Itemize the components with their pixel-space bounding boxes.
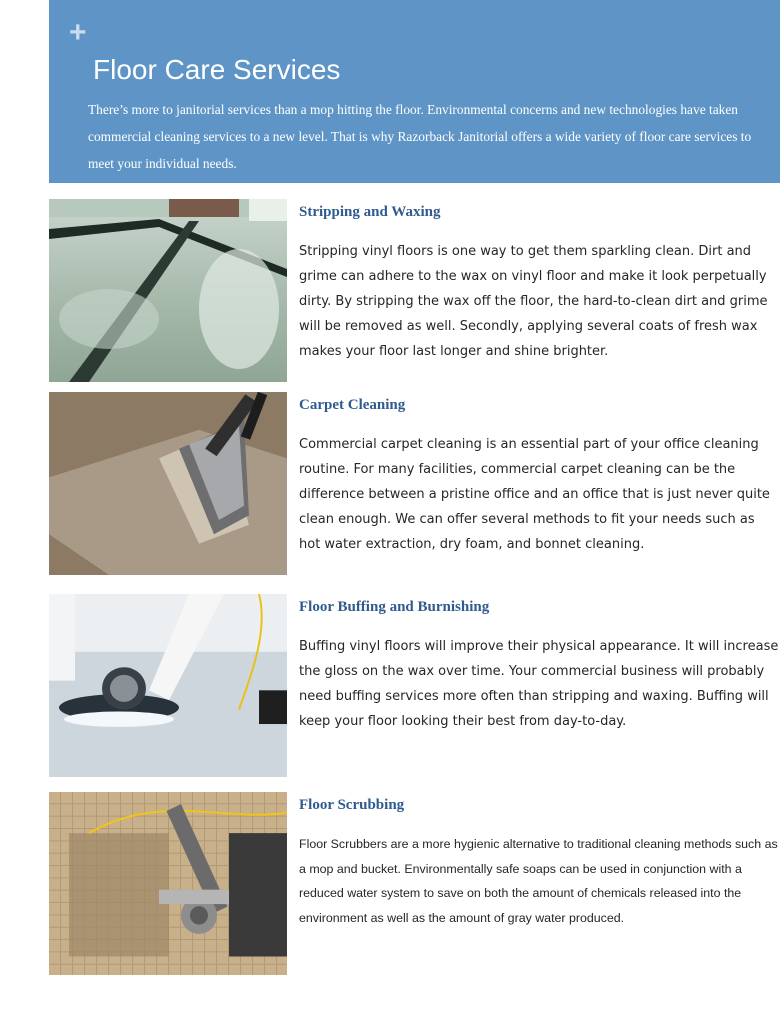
- header-banner: [49, 0, 780, 183]
- service-stripping-waxing: [49, 199, 780, 389]
- service-description: Floor Scrubbers are a more hygienic alternative to traditional cleaning methods such as a mop and bucket. Environmentally safe soaps can be used in conjunction with a reduced water system to save on both the amount of chemicals released into the environment as well as the amount of gray water produced.: [299, 837, 778, 925]
- service-buffing-burnishing: [49, 594, 780, 784]
- carpet-cleaning-photo: [49, 392, 287, 575]
- service-description: Commercial carpet cleaning is an essential part of your office cleaning routine. For many facilities, commercial carpet cleaning can be the difference between a pristine office and an office that is just never quite clean enough. We can offer several methods to fit your needs such as hot water extraction, dry foam, and bonnet cleaning.: [299, 437, 770, 552]
- plus-icon: +: [69, 16, 87, 49]
- service-title: Stripping and Waxing: [299, 204, 441, 220]
- service-description: Stripping vinyl floors is one way to get them sparkling clean. Dirt and grime can adhere to the wax on vinyl floor and make it look perpetually dirty. By stripping the wax off the floor, the hard-to-clean dirt and grime will be removed as well. Secondly, applying several coats of fresh wax makes your floor last longer and shine brighter.: [299, 244, 768, 359]
- buffing-burnishing-photo: [49, 594, 287, 777]
- intro-paragraph: There’s more to janitorial services than a mop hitting the floor. Environmental concerns and new technologies have taken commercial cleaning services to a new level. That is why Razorback Janitorial offers a wide variety of floor care services to meet your individual needs.: [88, 102, 752, 171]
- stripping-waxing-photo: [49, 199, 287, 382]
- floor-scrubbing-photo: [49, 792, 287, 975]
- service-title: Floor Buffing and Burnishing: [299, 599, 490, 615]
- page-title: Floor Care Services: [93, 54, 341, 85]
- service-title: Carpet Cleaning: [299, 397, 406, 413]
- service-description: Buffing vinyl floors will improve their physical appearance. It will increase the gloss on the wax over time. Your commercial business will probably need buffing services more often than stripping and waxing. Buffing will keep your floor looking their best from day-to-day.: [299, 639, 779, 729]
- service-floor-scrubbing: [49, 792, 780, 982]
- service-carpet-cleaning: [49, 392, 780, 582]
- service-title: Floor Scrubbing: [299, 797, 405, 813]
